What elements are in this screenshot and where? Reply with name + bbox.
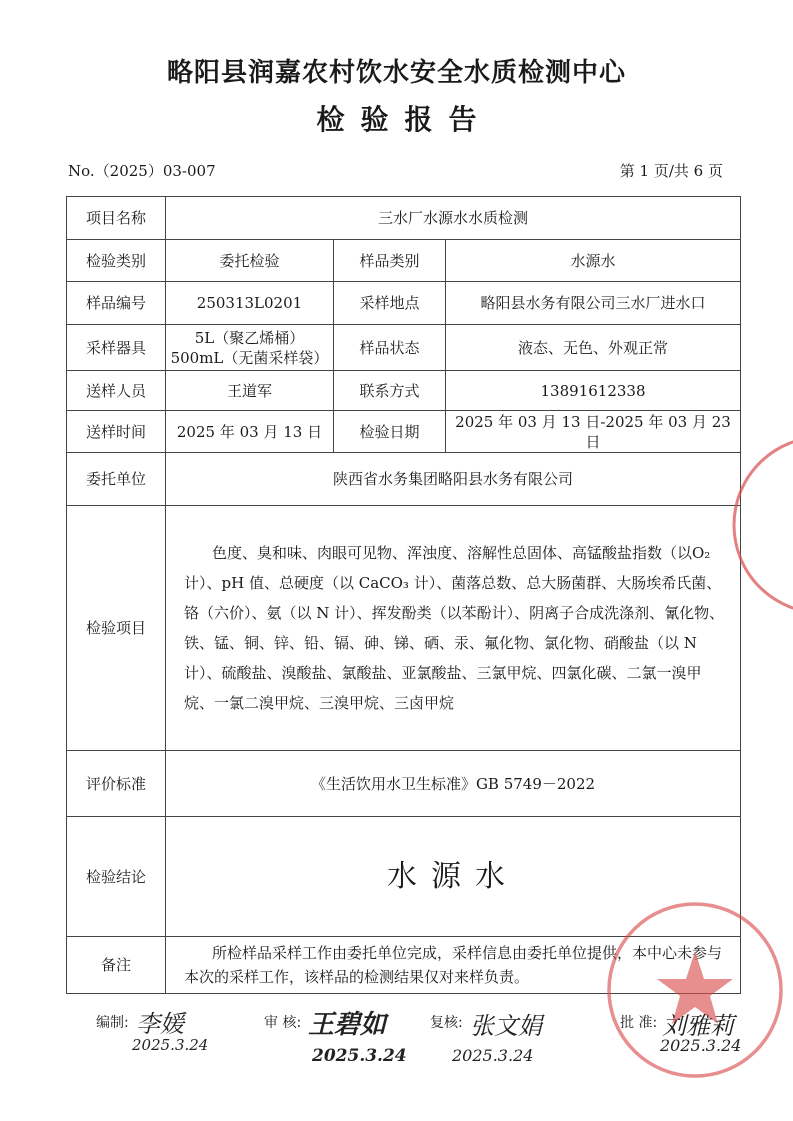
contact-value: 13891612338 bbox=[446, 371, 741, 411]
sampling-container-line-2: 500mL（无菌采样袋） bbox=[170, 348, 329, 367]
test-date-label: 检验日期 bbox=[334, 411, 446, 453]
client-value: 陕西省水务集团略阳县水务有限公司 bbox=[166, 453, 741, 506]
report-title: 检验报告 bbox=[316, 103, 493, 136]
compiler-date: 2025.3.24 bbox=[132, 1036, 209, 1054]
sample-state-value: 液态、无色、外观正常 bbox=[446, 325, 741, 371]
compiler-signature: 李媛 bbox=[136, 1010, 184, 1038]
row-sender bbox=[67, 371, 741, 411]
row-standard bbox=[67, 751, 741, 817]
conclusion-value: 水源水 bbox=[166, 817, 741, 937]
report-table bbox=[66, 196, 741, 994]
row-sample-no bbox=[67, 282, 741, 325]
main-seal-stamp bbox=[600, 895, 790, 1085]
main-seal-star bbox=[657, 951, 733, 1024]
items-value: 色度、臭和味、肉眼可见物、浑浊度、溶解性总固体、高锰酸盐指数（以O₂计）、pH 值、总硬度（以 CaCO₃ 计）、菌落总数、总大肠菌群、大肠埃希氏菌、铬（六价）、氨（以 N 计）、挥发酚类（以苯酚计）、阴离子合成洗涤剂、氰化物、铁、锰、铜、锌、铅、镉、砷、锑、硒、汞、氟化物、氯化物、硝酸盐（以 N 计）、硫酸盐、溴酸盐、氯酸盐、亚氯酸盐、三氯甲烷、四氯化碳、二氯一溴甲烷、一氯二溴甲烷、三溴甲烷、三卤甲烷 bbox=[166, 506, 741, 751]
org-title: 略阳县润嘉农村饮水安全水质检测中心 bbox=[166, 58, 626, 88]
report-number: No.（2025）03-007 bbox=[68, 162, 216, 180]
compiler-label: 编制: bbox=[96, 1015, 129, 1031]
conclusion-label: 检验结论 bbox=[67, 817, 166, 937]
items-label: 检验项目 bbox=[67, 506, 166, 751]
test-date-value: 2025 年 03 月 13 日-2025 年 03 月 23 日 bbox=[446, 411, 741, 453]
inspection-type-value: 委托检验 bbox=[166, 240, 334, 282]
row-container bbox=[67, 325, 741, 371]
reviewer-signature: 王碧如 bbox=[308, 1010, 387, 1040]
sampling-container-value bbox=[166, 325, 334, 371]
side-seal-ring bbox=[734, 437, 793, 613]
rechecker-date: 2025.3.24 bbox=[452, 1046, 534, 1065]
sample-no-value: 250313L0201 bbox=[166, 282, 334, 325]
send-time-value: 2025 年 03 月 13 日 bbox=[166, 411, 334, 453]
sample-type-label: 样品类别 bbox=[334, 240, 446, 282]
client-label: 委托单位 bbox=[67, 453, 166, 506]
sampling-site-label: 采样地点 bbox=[334, 282, 446, 325]
note-value: 所检样品采样工作由委托单位完成，采样信息由委托单位提供，本中心未参与本次的采样工作，该样品的检测结果仅对来样负责。 bbox=[166, 937, 741, 994]
note-label: 备注 bbox=[67, 937, 166, 994]
row-dates bbox=[67, 411, 741, 453]
sample-state-label: 样品状态 bbox=[334, 325, 446, 371]
side-seal-stamp bbox=[712, 430, 793, 620]
sampling-site-value: 略阳县水务有限公司三水厂进水口 bbox=[446, 282, 741, 325]
project-name-label: 项目名称 bbox=[67, 197, 166, 240]
send-time-label: 送样时间 bbox=[67, 411, 166, 453]
sender-label: 送样人员 bbox=[67, 371, 166, 411]
approver-signature: 刘雅莉 bbox=[662, 1012, 734, 1040]
reviewer-label: 审 核: bbox=[264, 1015, 302, 1031]
sample-no-label: 样品编号 bbox=[67, 282, 166, 325]
sender-value: 王道军 bbox=[166, 371, 334, 411]
standard-value: 《生活饮用水卫生标准》GB 5749－2022 bbox=[166, 751, 741, 817]
reviewer-date: 2025.3.24 bbox=[312, 1046, 407, 1066]
approver-label: 批 准: bbox=[620, 1015, 658, 1031]
rechecker-label: 复核: bbox=[430, 1015, 463, 1031]
approver-date: 2025.3.24 bbox=[660, 1036, 742, 1055]
page-info: 第 1 页/共 6 页 bbox=[619, 162, 723, 180]
row-items bbox=[67, 506, 741, 751]
standard-label: 评价标准 bbox=[67, 751, 166, 817]
sampling-container-line-1: 5L（聚乙烯桶） bbox=[194, 328, 305, 347]
row-type bbox=[67, 240, 741, 282]
row-project bbox=[67, 197, 741, 240]
sample-type-value: 水源水 bbox=[446, 240, 741, 282]
inspection-type-label: 检验类别 bbox=[67, 240, 166, 282]
sampling-container-label: 采样器具 bbox=[67, 325, 166, 371]
contact-label: 联系方式 bbox=[334, 371, 446, 411]
rechecker-signature: 张文娟 bbox=[470, 1012, 542, 1040]
project-name-value: 三水厂水源水水质检测 bbox=[166, 197, 741, 240]
row-client bbox=[67, 453, 741, 506]
